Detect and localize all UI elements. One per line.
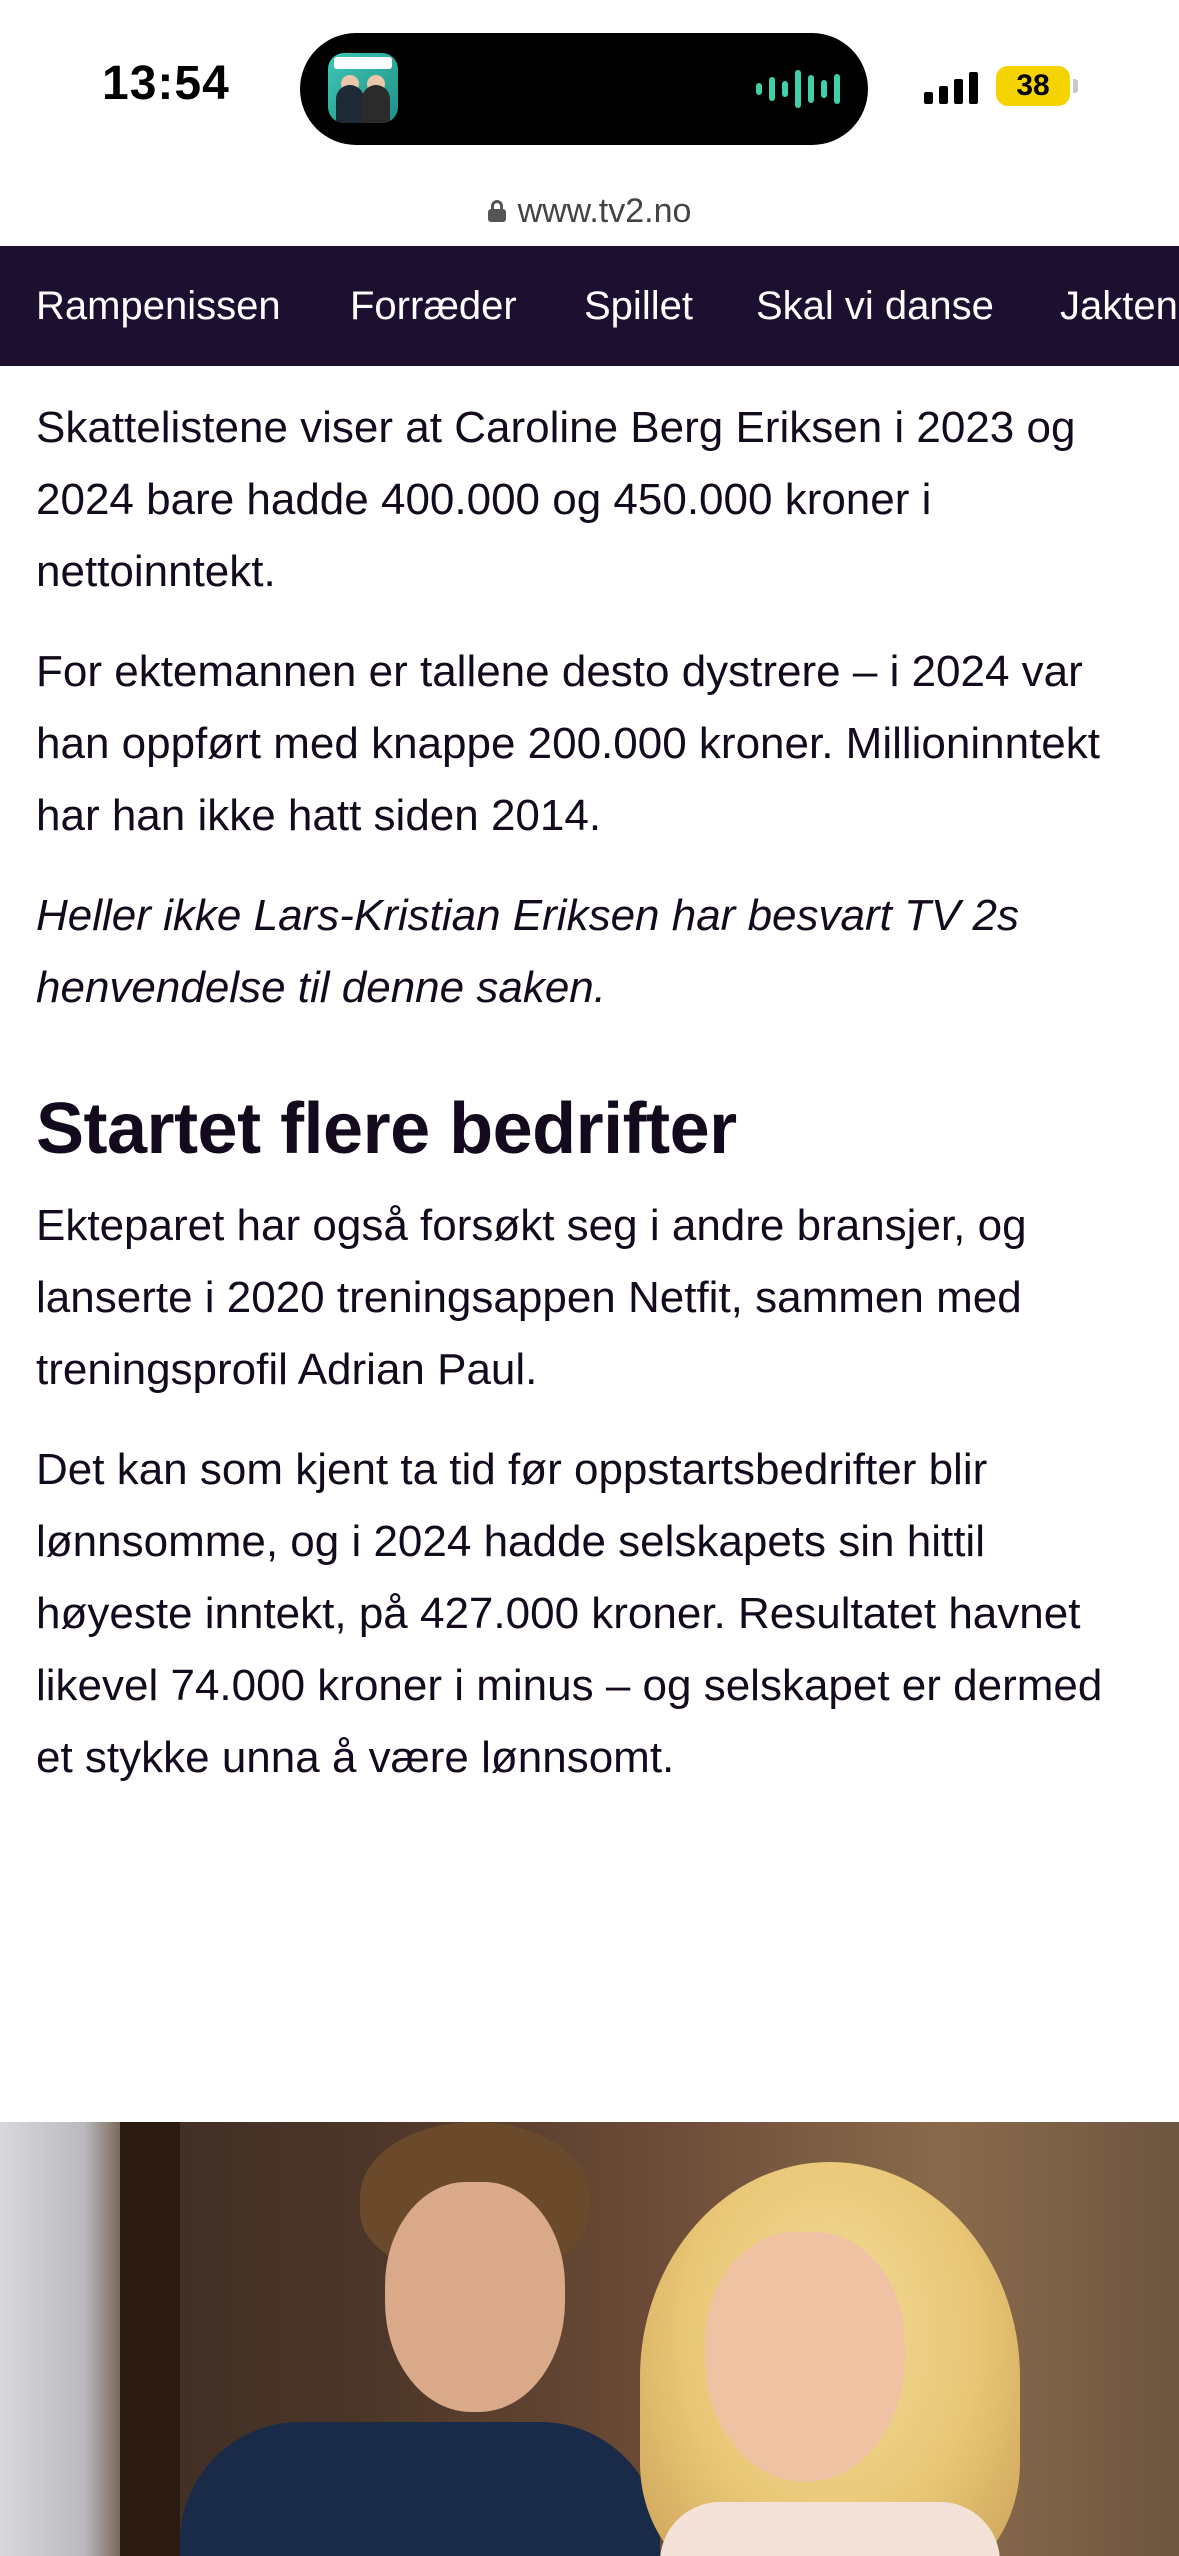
article-paragraph: For ektemannen er tallene desto dystrere – i 2024 var han oppført med knappe 200.000 kroner. Millioninntekt har han ikke hatt siden 2014.: [36, 647, 1100, 840]
clock: 13:54: [102, 57, 230, 110]
lock-icon: [488, 200, 506, 222]
section-heading: Startet flere bedrifter: [36, 1089, 737, 1169]
status-bar: [0, 0, 1179, 176]
podcast-artwork-icon[interactable]: [328, 53, 398, 123]
section-nav: [0, 246, 1179, 366]
article-paragraph: Skattelistene viser at Caroline Berg Eriksen i 2023 og 2024 bare hadde 400.000 og 450.000 kroner i nettoinntekt.: [36, 403, 1076, 596]
article-paragraph: Det kan som kjent ta tid før oppstartsbedrifter blir lønnsomme, og i 2024 hadde selskapets sin hittil høyeste inntekt, på 427.000 kroner. Resultatet havnet likevel 74.000 kroner i minus – og selskapet er dermed et stykke unna å være lønnsomt.: [36, 1445, 1103, 1782]
nav-item-forraeder[interactable]: Forræder: [350, 284, 517, 328]
article-body: [36, 366, 1146, 1794]
article-photo[interactable]: [0, 2122, 1179, 2556]
url-text[interactable]: www.tv2.no: [517, 191, 692, 230]
battery-indicator: 38: [996, 66, 1070, 106]
address-bar[interactable]: [0, 176, 1179, 246]
dynamic-island[interactable]: [300, 33, 868, 145]
nav-item-skal-vi-danse[interactable]: Skal vi danse: [756, 284, 994, 328]
cellular-signal-icon: [924, 70, 978, 104]
nav-item-spillet[interactable]: Spillet: [584, 284, 693, 328]
article-paragraph: Ekteparet har også forsøkt seg i andre bransjer, og lanserte i 2020 treningsappen Netfit, sammen med treningsprofil Adrian Paul.: [36, 1201, 1027, 1394]
audio-waveform-icon: [756, 69, 840, 109]
nav-item-jakten[interactable]: Jakten: [1060, 284, 1178, 328]
nav-item-rampenissen[interactable]: Rampenissen: [36, 284, 281, 328]
article-paragraph-italic: Heller ikke Lars-Kristian Eriksen har besvart TV 2s henvendelse til denne saken.: [36, 891, 1019, 1012]
